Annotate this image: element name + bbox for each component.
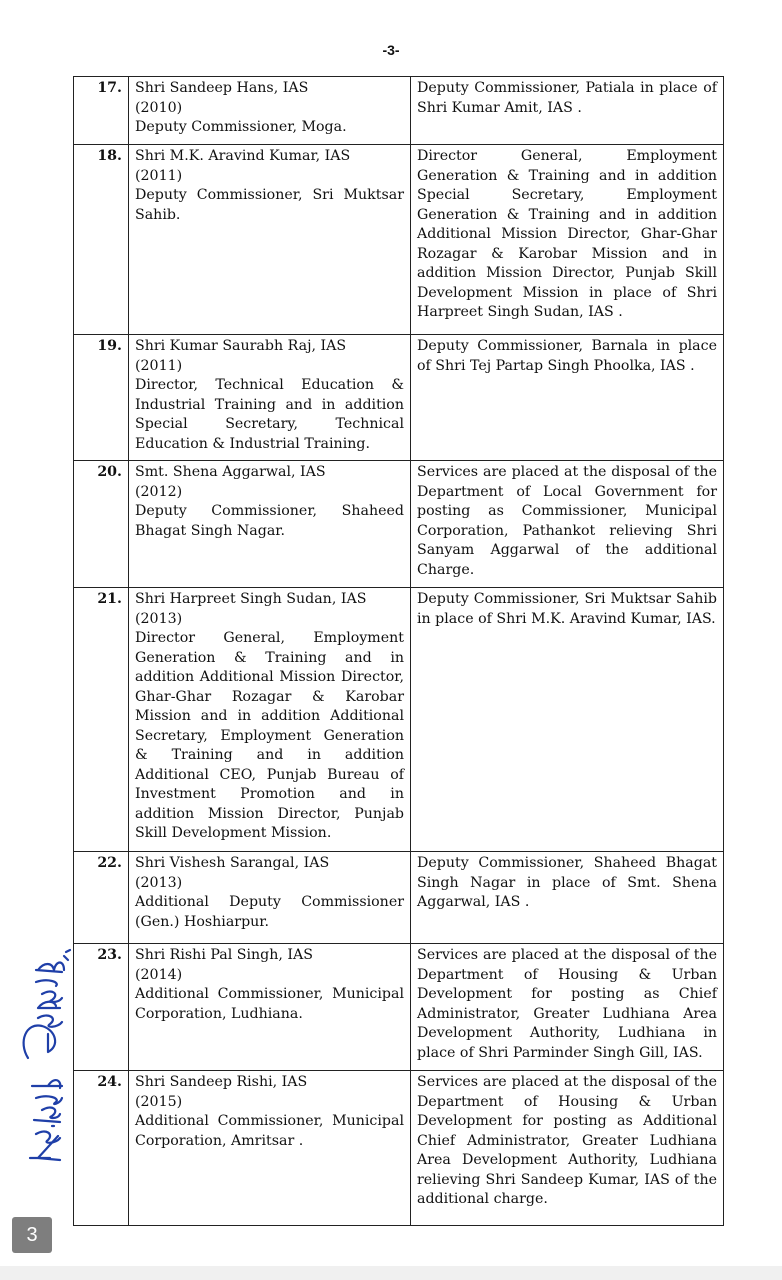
officer-name: Shri Rishi Pal Singh, IAS — [135, 947, 313, 963]
viewer-page-badge[interactable]: 3 — [12, 1217, 52, 1253]
officer-name: Shri Kumar Saurabh Raj, IAS — [135, 338, 347, 354]
table-row — [74, 944, 724, 1071]
table-row — [74, 1071, 724, 1226]
new-posting: Services are placed at the disposal of the Department of Housing & Urban Development for posting as Chief Administrator, Greater Ludhiana Area Development Authority, Ludhiana in place of Shri Parminder Singh Gill, IAS. — [411, 944, 724, 1071]
table-row — [74, 335, 724, 461]
serial-number: 23. — [74, 944, 129, 1071]
new-posting: Deputy Commissioner, Shaheed Bhagat Singh Nagar in place of Smt. Shena Aggarwal, IAS . — [411, 852, 724, 944]
officer-name: Shri Harpreet Singh Sudan, IAS — [135, 591, 367, 607]
officer-cell — [129, 77, 411, 145]
current-post: Additional Commissioner, Municipal Corporation, Ludhiana. — [135, 986, 404, 1022]
officer-name: Shri Vishesh Sarangal, IAS — [135, 855, 330, 871]
current-post: Deputy Commissioner, Moga. — [135, 119, 347, 135]
officer-cell — [129, 852, 411, 944]
table-row — [74, 145, 724, 335]
officer-cell — [129, 145, 411, 335]
handwritten-signature — [8, 930, 78, 1170]
serial-number: 19. — [74, 335, 129, 461]
officer-cell — [129, 588, 411, 852]
new-posting: Services are placed at the disposal of the Department of Housing & Urban Development for posting as Additional Chief Administrator, Greater Ludhiana Area Development Authority, Ludhiana relieving Shri Sandeep Kumar, IAS of the additional charge. — [411, 1071, 724, 1226]
officer-name: Smt. Shena Aggarwal, IAS — [135, 464, 326, 480]
new-posting: Services are placed at the disposal of the Department of Local Government for posting as Commissioner, Municipal Corporation, Pathankot relieving Shri Sanyam Aggarwal of the additional Charge. — [411, 461, 724, 588]
new-posting: Director General, Employment Generation & Training and in addition Special Secretary, Employment Generation & Training and in addition Additional Mission Director, Ghar-Ghar Rozagar & Karobar Mission and in addition Mission Director, Punjab Skill Development Mission in place of Shri Harpreet Singh Sudan, IAS . — [411, 145, 724, 335]
serial-number: 24. — [74, 1071, 129, 1226]
serial-number: 20. — [74, 461, 129, 588]
table-row — [74, 588, 724, 852]
officer-cell — [129, 461, 411, 588]
page-marker: -3- — [382, 42, 400, 58]
table-row — [74, 461, 724, 588]
officer-cell — [129, 944, 411, 1071]
serial-number: 18. — [74, 145, 129, 335]
officer-batch: (2010) — [135, 99, 183, 116]
table-row — [74, 852, 724, 944]
current-post: Director General, Employment Generation & Training and in addition Additional Mission Director, Ghar-Ghar Rozagar & Karobar Mission and in addition Additional Secretary, Employment Generation & Training and in addition Additional CEO, Punjab Bureau of Investment Promotion and in addition Mission Director, Punjab Skill Development Mission. — [135, 630, 404, 841]
officer-cell — [129, 1071, 411, 1226]
serial-number: 17. — [74, 77, 129, 145]
table-row — [74, 77, 724, 145]
officer-batch: (2013) — [135, 874, 183, 891]
current-post: Additional Deputy Commissioner (Gen.) Hoshiarpur. — [135, 894, 404, 930]
serial-number: 22. — [74, 852, 129, 944]
officer-batch: (2013) — [135, 610, 183, 627]
officer-name: Shri Sandeep Rishi, IAS — [135, 1074, 308, 1090]
current-post: Additional Commissioner, Municipal Corporation, Amritsar . — [135, 1113, 404, 1149]
officer-name: Shri M.K. Aravind Kumar, IAS — [135, 148, 351, 164]
current-post: Deputy Commissioner, Shaheed Bhagat Singh Nagar. — [135, 503, 404, 539]
new-posting: Deputy Commissioner, Patiala in place of Shri Kumar Amit, IAS . — [411, 77, 724, 145]
officer-batch: (2014) — [135, 966, 183, 983]
officer-cell — [129, 335, 411, 461]
officer-batch: (2011) — [135, 357, 183, 374]
current-post: Director, Technical Education & Industrial Training and in addition Special Secretary, Technical Education & Industrial Training. — [135, 377, 404, 452]
officer-batch: (2015) — [135, 1093, 183, 1110]
new-posting: Deputy Commissioner, Barnala in place of Shri Tej Partap Singh Phoolka, IAS . — [411, 335, 724, 461]
officer-batch: (2012) — [135, 483, 183, 500]
officer-batch: (2011) — [135, 167, 183, 184]
serial-number: 21. — [74, 588, 129, 852]
officer-name: Shri Sandeep Hans, IAS — [135, 80, 309, 96]
new-posting: Deputy Commissioner, Sri Muktsar Sahib in place of Shri M.K. Aravind Kumar, IAS. — [411, 588, 724, 852]
current-post: Deputy Commissioner, Sri Muktsar Sahib. — [135, 187, 404, 223]
transfer-table — [73, 76, 724, 1226]
viewer-bottom-bar — [0, 1266, 782, 1280]
